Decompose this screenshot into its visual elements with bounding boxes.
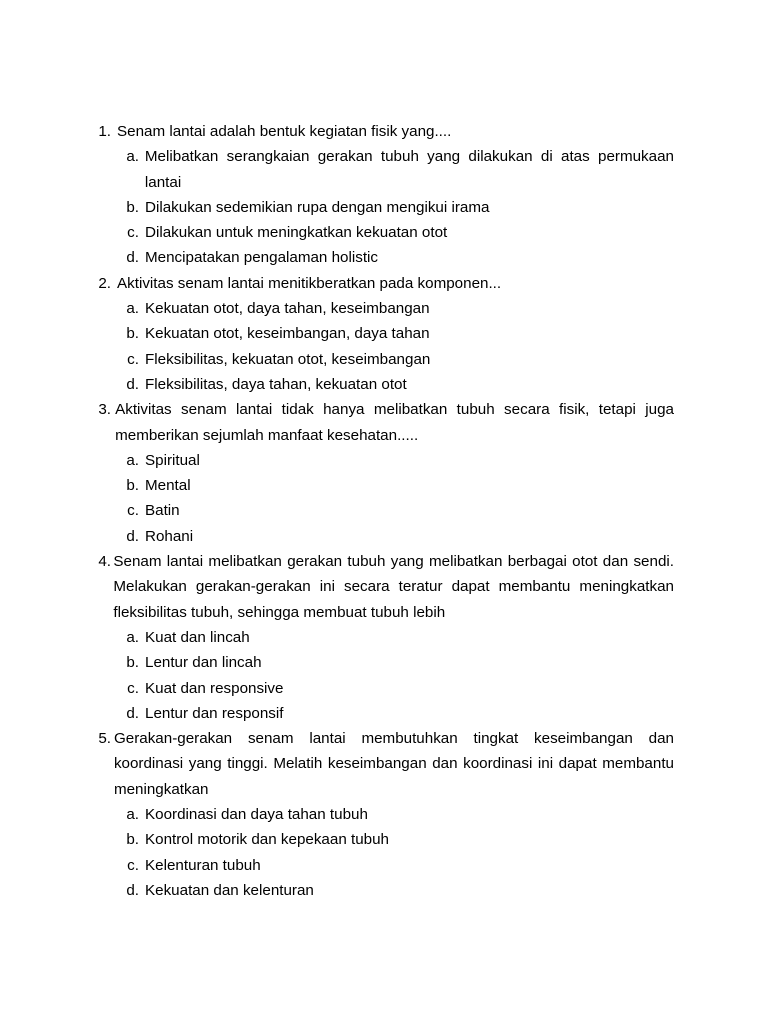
- option-text: Kekuatan otot, keseimbangan, daya tahan: [145, 325, 430, 343]
- option-text: Rohani: [145, 527, 194, 545]
- option-a: [88, 802, 674, 827]
- option-letter: d.: [126, 249, 139, 267]
- question-number: 5.: [98, 730, 111, 748]
- option-letter: d.: [126, 881, 139, 899]
- option-b: [88, 195, 674, 220]
- option-d: [88, 372, 674, 397]
- question-number: 1.: [98, 123, 111, 140]
- option-a: [88, 448, 674, 473]
- option-letter: b.: [126, 325, 139, 343]
- option-letter: b.: [126, 477, 139, 495]
- option-text: Kekuatan dan kelenturan: [145, 881, 314, 899]
- question-number: 2.: [98, 274, 111, 292]
- option-letter: a.: [126, 806, 139, 824]
- option-text: Fleksibilitas, daya tahan, kekuatan otot: [145, 375, 407, 393]
- option-text: Dilakukan sedemikian rupa dengan mengikui irama: [145, 198, 490, 216]
- option-text: Fleksibilitas, kekuatan otot, keseimbangan: [145, 350, 431, 368]
- option-list: [88, 296, 674, 397]
- option-list: [88, 144, 674, 270]
- option-text: Kelenturan tubuh: [145, 856, 261, 874]
- option-letter: c.: [127, 856, 139, 874]
- option-c: [88, 498, 674, 523]
- option-text: Lentur dan lincah: [145, 654, 262, 672]
- option-letter: a.: [126, 300, 139, 318]
- option-letter: b.: [126, 831, 139, 849]
- option-a: [88, 144, 674, 195]
- option-letter: c.: [127, 679, 139, 697]
- option-letter: a.: [126, 628, 139, 646]
- question-text: Aktivitas senam lantai menitikberatkan pada komponen...: [117, 274, 502, 292]
- question-text: Gerakan-gerakan senam lantai membutuhkan tingkat keseimbangan dan koordinasi yang tinggi. Melatih keseimbangan dan koordinasi ini dapat membantu meningkatkan: [113, 730, 674, 798]
- option-list: [88, 802, 674, 903]
- question-4: [88, 549, 674, 726]
- option-letter: c.: [127, 224, 139, 242]
- question-text: Aktivitas senam lantai tidak hanya melibatkan tubuh secara fisik, tetapi juga memberikan sejumlah manfaat kesehatan.....: [115, 401, 674, 444]
- option-letter: d.: [126, 375, 139, 393]
- option-c: [88, 220, 674, 245]
- option-b: [88, 321, 674, 346]
- question-3: [88, 397, 674, 549]
- option-text: Kuat dan responsive: [145, 679, 284, 697]
- option-text: Mental: [145, 477, 191, 495]
- option-b: [88, 650, 674, 675]
- option-letter: d.: [126, 704, 139, 722]
- option-text: Dilakukan untuk meningkatkan kekuatan otot: [145, 224, 448, 242]
- option-text: Mencipatakan pengalaman holistic: [145, 249, 379, 267]
- question-text: Senam lantai melibatkan gerakan tubuh yang melibatkan berbagai otot dan sendi. Melakukan gerakan-gerakan ini secara teratur dapat membantu meningkatkan fleksibilitas tubuh, sehingga membuat tubuh lebih: [113, 553, 674, 621]
- option-letter: c.: [127, 350, 139, 368]
- option-text: Kuat dan lincah: [145, 628, 250, 646]
- option-c: [88, 676, 674, 701]
- question-1: [88, 119, 674, 271]
- option-letter: b.: [126, 198, 139, 216]
- option-text: Melibatkan serangkaian gerakan tubuh yang dilakukan di atas permukaan lantai: [144, 148, 674, 191]
- question-number: 3.: [98, 401, 111, 419]
- option-text: Lentur dan responsif: [145, 704, 284, 722]
- option-letter: c.: [127, 502, 139, 520]
- option-d: [88, 701, 674, 726]
- option-letter: d.: [126, 527, 139, 545]
- option-list: [88, 448, 674, 549]
- option-b: [88, 827, 674, 852]
- option-d: [88, 524, 674, 549]
- question-text: Senam lantai adalah bentuk kegiatan fisik yang....: [117, 123, 452, 140]
- option-c: [88, 347, 674, 372]
- question-2: [88, 271, 674, 397]
- option-text: Batin: [145, 502, 180, 520]
- option-text: Spiritual: [145, 451, 200, 469]
- option-a: [88, 625, 674, 650]
- option-list: [88, 625, 674, 726]
- option-letter: a.: [126, 148, 139, 166]
- option-d: [88, 878, 674, 903]
- question-number: 4.: [98, 553, 111, 571]
- question-list: [88, 119, 674, 903]
- option-letter: b.: [126, 654, 139, 672]
- option-text: Kontrol motorik dan kepekaan tubuh: [145, 831, 390, 849]
- question-5: [88, 726, 674, 903]
- option-letter: a.: [126, 451, 139, 469]
- option-b: [88, 473, 674, 498]
- option-a: [88, 296, 674, 321]
- option-c: [88, 853, 674, 878]
- option-text: Koordinasi dan daya tahan tubuh: [145, 806, 368, 824]
- option-text: Kekuatan otot, daya tahan, keseimbangan: [145, 300, 430, 318]
- option-d: [88, 245, 674, 270]
